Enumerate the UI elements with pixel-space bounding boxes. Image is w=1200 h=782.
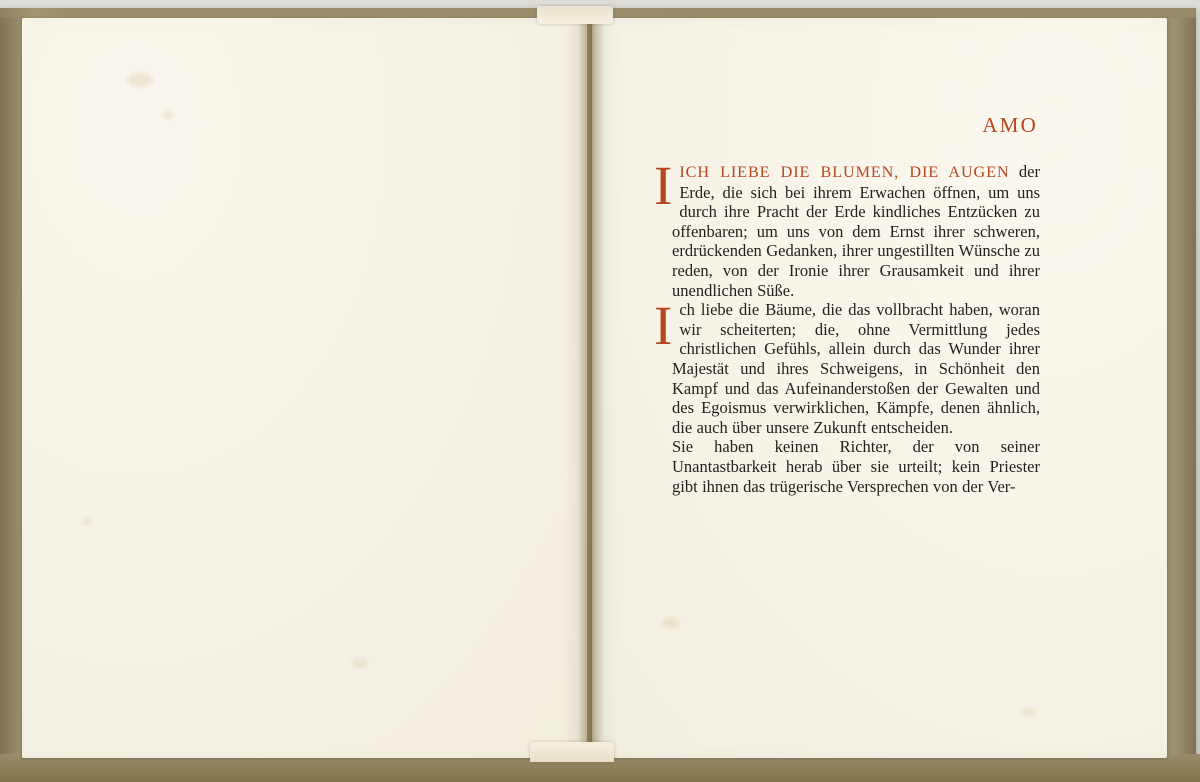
paragraph-1 [654,155,1040,300]
paragraph-3: Sie haben keinen Richter, der von seiner Unantastbarkeit herab über sie urteilt; kein Priester gibt ihnen das trügerische Versprechen von der Ver- [672,437,1040,496]
spine-tab-bottom [530,742,614,762]
book-gutter [578,18,604,758]
drop-cap-2: I [654,295,673,357]
right-page [592,18,1167,758]
paragraph-2-body: woran wir scheiterten; die, ohne Vermittlung jedes christlichen Gefühls, allein durch das Wunder ihrer Majestät und ihres Schweigens, in Schönheit den Kampf und das Aufeinanderstoßen der Gewalten und des Egoismus verwirklichen, Kämpfe, denen ähnlich, die auch über unsere Zukunft entscheiden. [672,300,1040,437]
spine-tab-top [537,6,613,24]
paragraph-2 [654,295,1040,437]
paragraph-2-opening: ch liebe die Bäume, die das vollbracht haben, [679,300,993,320]
paragraph-1-body: der Erde, die sich bei ihrem Erwachen öffnen, um uns durch ihre Pracht der Erde kindliches Entzücken zu offenbaren; um uns von dem Ernst ihrer schweren, erdrückenden Gedanken, ihrer ungestillten Wünsche zu reden, von der Ironie ihrer Grausamkeit und ihrer unendlichen Süße. [672,162,1040,300]
text-block [654,113,1040,496]
left-page [22,18,587,758]
page-header: AMO [982,113,1038,137]
drop-cap-1: I [654,155,673,216]
opening-line: ICH LIEBE DIE BLUMEN, DIE AUGEN [679,163,1010,181]
